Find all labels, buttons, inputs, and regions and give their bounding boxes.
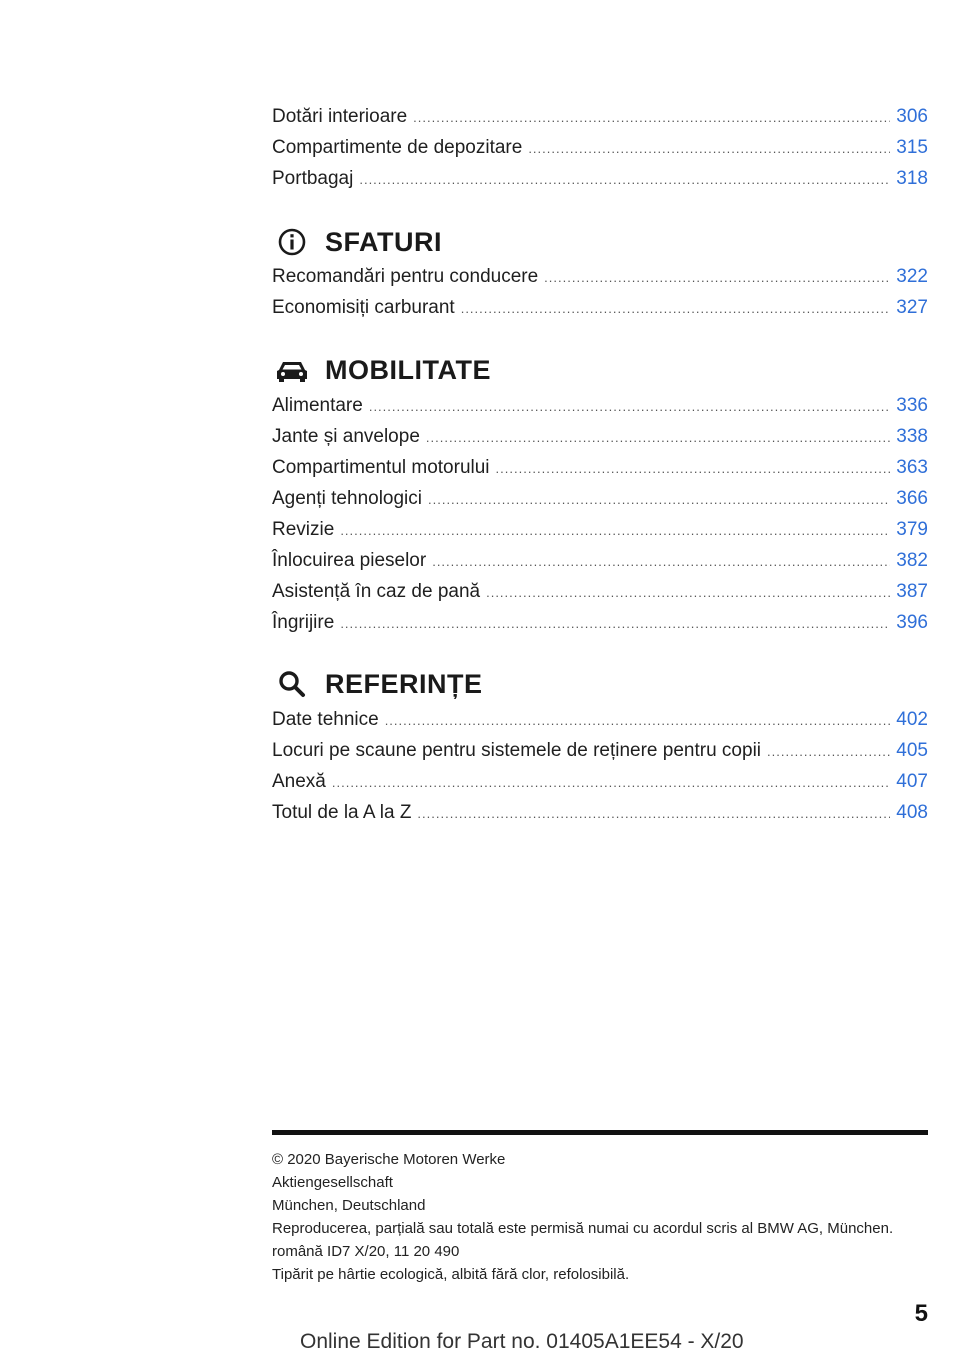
toc-entry-page-link[interactable]: 408 — [896, 802, 928, 823]
toc-entry[interactable] — [272, 264, 928, 290]
toc-entry-title: Portbagaj — [272, 168, 354, 189]
section-heading-referinte — [272, 666, 483, 702]
car-icon — [272, 352, 312, 388]
toc-leader-dots — [767, 739, 890, 765]
toc-entry-title: Agenți tehnologici — [272, 488, 422, 509]
toc-entry-title: Îngrijire — [272, 612, 335, 633]
toc-entry[interactable] — [272, 610, 928, 636]
toc-entry-title: Compartimente de depozitare — [272, 137, 523, 158]
toc-leader-dots — [413, 105, 890, 131]
toc-leader-dots — [544, 265, 890, 291]
toc-entry-title: Recomandări pentru conducere — [272, 266, 539, 287]
footer-company-line: Aktiengesellschaft — [272, 1174, 393, 1191]
toc-entry-page-link[interactable]: 318 — [896, 168, 928, 189]
toc-entry-page-link[interactable]: 322 — [896, 266, 928, 287]
footer-edition-id: română ID7 X/20, 11 20 490 — [272, 1243, 460, 1260]
toc-entry-page-link[interactable]: 363 — [896, 457, 928, 478]
toc-entry-title: Revizie — [272, 519, 335, 540]
section-title: REFERINȚE — [325, 668, 483, 699]
toc-leader-dots — [486, 580, 890, 606]
toc-entry-page-link[interactable]: 315 — [896, 137, 928, 158]
copyright-footer — [272, 1148, 932, 1286]
toc-entry[interactable] — [272, 295, 928, 321]
footer-reproduction-notice: Reproducerea, parțială sau totală este permisă numai cu acordul scris al BMW AG, München. — [272, 1220, 894, 1237]
toc-leader-dots — [428, 487, 890, 513]
toc-entry-title: Date tehnice — [272, 709, 379, 730]
toc-entry[interactable] — [272, 548, 928, 574]
toc-leader-dots — [332, 770, 890, 796]
section-title: MOBILITATE — [325, 354, 491, 385]
toc-entry-title: Anexă — [272, 771, 326, 792]
toc-leader-dots — [426, 425, 890, 451]
toc-leader-dots — [496, 456, 891, 482]
toc-entry-title: Asistență în caz de pană — [272, 581, 481, 602]
section-heading-sfaturi — [272, 224, 442, 260]
toc-entry-page-link[interactable]: 306 — [896, 106, 928, 127]
toc-entry-page-link[interactable]: 387 — [896, 581, 928, 602]
toc-entry[interactable] — [272, 393, 928, 419]
toc-leader-dots — [528, 136, 890, 162]
toc-entry-page-link[interactable]: 338 — [896, 426, 928, 447]
info-icon — [272, 224, 312, 260]
page-number: 5 — [914, 1300, 928, 1327]
toc-leader-dots — [461, 296, 891, 322]
toc-entry-title: Economisiți carburant — [272, 297, 455, 318]
toc-entry[interactable] — [272, 517, 928, 543]
toc-entry-title: Jante și anvelope — [272, 426, 420, 447]
footer-location-line: München, Deutschland — [272, 1197, 426, 1214]
toc-entry-title: Dotări interioare — [272, 106, 408, 127]
toc-entry-page-link[interactable]: 407 — [896, 771, 928, 792]
toc-entry-page-link[interactable]: 336 — [896, 395, 928, 416]
toc-entry-title: Înlocuirea pieselor — [272, 550, 427, 571]
toc-entry[interactable] — [272, 486, 928, 512]
toc-entry-title: Locuri pe scaune pentru sistemele de reținere pentru copii — [272, 740, 762, 761]
toc-leader-dots — [369, 394, 890, 420]
section-title: SFATURI — [325, 226, 442, 257]
toc-entry[interactable] — [272, 166, 928, 192]
footer-divider — [272, 1130, 928, 1135]
toc-entry[interactable] — [272, 135, 928, 161]
toc-leader-dots — [432, 549, 890, 575]
toc-entry-title: Compartimentul motorului — [272, 457, 490, 478]
toc-entry[interactable] — [272, 455, 928, 481]
toc-entry[interactable] — [272, 424, 928, 450]
toc-entry-page-link[interactable]: 366 — [896, 488, 928, 509]
toc-entry-page-link[interactable]: 327 — [896, 297, 928, 318]
toc-entry[interactable] — [272, 738, 928, 764]
toc-entry[interactable] — [272, 579, 928, 605]
toc-entry-page-link[interactable]: 405 — [896, 740, 928, 761]
toc-entry-title: Totul de la A la Z — [272, 802, 412, 823]
online-edition-watermark: Online Edition for Part no. 01405A1EE54 - X/20 — [300, 1330, 744, 1353]
toc-leader-dots — [340, 518, 890, 544]
toc-leader-dots — [385, 708, 891, 734]
toc-entry[interactable] — [272, 769, 928, 795]
search-icon — [272, 666, 312, 702]
toc-entry[interactable] — [272, 104, 928, 130]
section-heading-mobilitate — [272, 352, 491, 388]
toc-entry-page-link[interactable]: 396 — [896, 612, 928, 633]
toc-entry[interactable] — [272, 707, 928, 733]
toc-entry-title: Alimentare — [272, 395, 363, 416]
toc-entry-page-link[interactable]: 402 — [896, 709, 928, 730]
toc-entry-page-link[interactable]: 379 — [896, 519, 928, 540]
footer-paper-notice: Tipărit pe hârtie ecologică, albită fără clor, refolosibilă. — [272, 1266, 630, 1283]
toc-leader-dots — [359, 167, 890, 193]
footer-copyright-line: © 2020 Bayerische Motoren Werke — [272, 1151, 506, 1168]
toc-leader-dots — [417, 801, 890, 827]
toc-leader-dots — [340, 611, 890, 637]
toc-entry[interactable] — [272, 800, 928, 826]
toc-entry-page-link[interactable]: 382 — [896, 550, 928, 571]
